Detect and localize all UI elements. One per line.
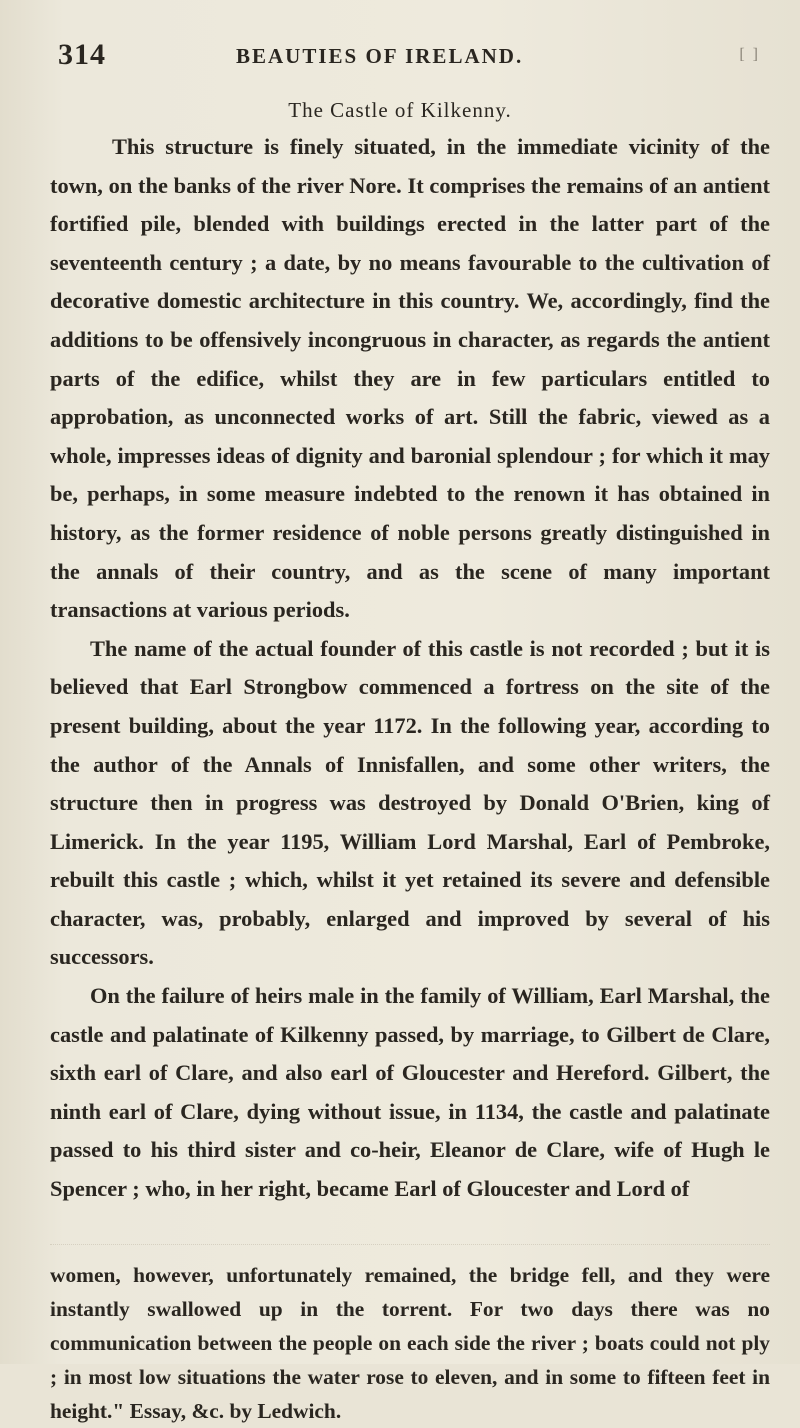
paragraph: The name of the actual founder of this castle is not recorded ; but it is believed that Earl Strongbow commenced a fortress on the site of the present building, about the year 1172. In the following year, according to the author of the Annals of Innisfallen, and some other writers, the structure then in progress was destroyed by Donald O'Brien, king of Limerick. In the year 1195, William Lord Marshal, Earl of Pembroke, rebuilt this castle ; which, whilst it yet retained its severe and defensible character, was, probably, enlarged and improved by several of his successors. — [50, 635, 770, 970]
paragraph: On the failure of heirs male in the family of William, Earl Marshal, the castle and palatinate of Kilkenny passed, by marriage, to Gilbert de Clare, sixth earl of Clare, and also earl of Gloucester and Hereford. Gilbert, the ninth earl of Clare, dying without issue, in 1134, the castle and palatinate passed to his third sister and co-heir, Eleanor de Clare, wife of Hugh le Spencer ; who, in her right, became Earl of Gloucester and Lord of — [50, 983, 770, 1202]
footnote-text — [50, 1258, 770, 1428]
header-mark: [ ] — [739, 46, 760, 63]
section-title: The Castle of Kilkenny. — [288, 98, 512, 122]
main-text — [50, 128, 770, 1209]
section-heading — [0, 98, 800, 123]
faded-line — [50, 1244, 770, 1259]
page-header — [58, 38, 760, 74]
paragraph: This structure is finely situated, in the immediate vicinity of the town, on the banks of the river Nore. It comprises the remains of an antient fortified pile, blended with buildings erected in the latter part of the seventeenth century ; a date, by no means favourable to the cultivation of decorative domestic architecture in this country. We, accordingly, find the additions to be offensively incongruous in character, as regards the antient parts of the edifice, whilst they are in few particulars entitled to approbation, as unconnected works of art. Still the fabric, viewed as a whole, impresses ideas of dignity and baronial splendour ; for which it may be, perhaps, in some measure indebted to the renown it has obtained in history, as the former residence of noble persons greatly distinguished in the annals of their country, and as the scene of many important transactions at various periods. — [50, 134, 770, 623]
footnote-paragraph: women, however, unfortunately remained, the bridge fell, and they were instantly swallowed up in the torrent. For two days there was no communication between the people on each side the river ; boats could not ply ; in most low situations the water rose to eleven, and in some to fifteen feet in height." Essay, &c. by Ledwich. — [50, 1263, 770, 1423]
running-title: BEAUTIES OF IRELAND. — [236, 44, 524, 68]
page-number: 314 — [58, 38, 106, 71]
